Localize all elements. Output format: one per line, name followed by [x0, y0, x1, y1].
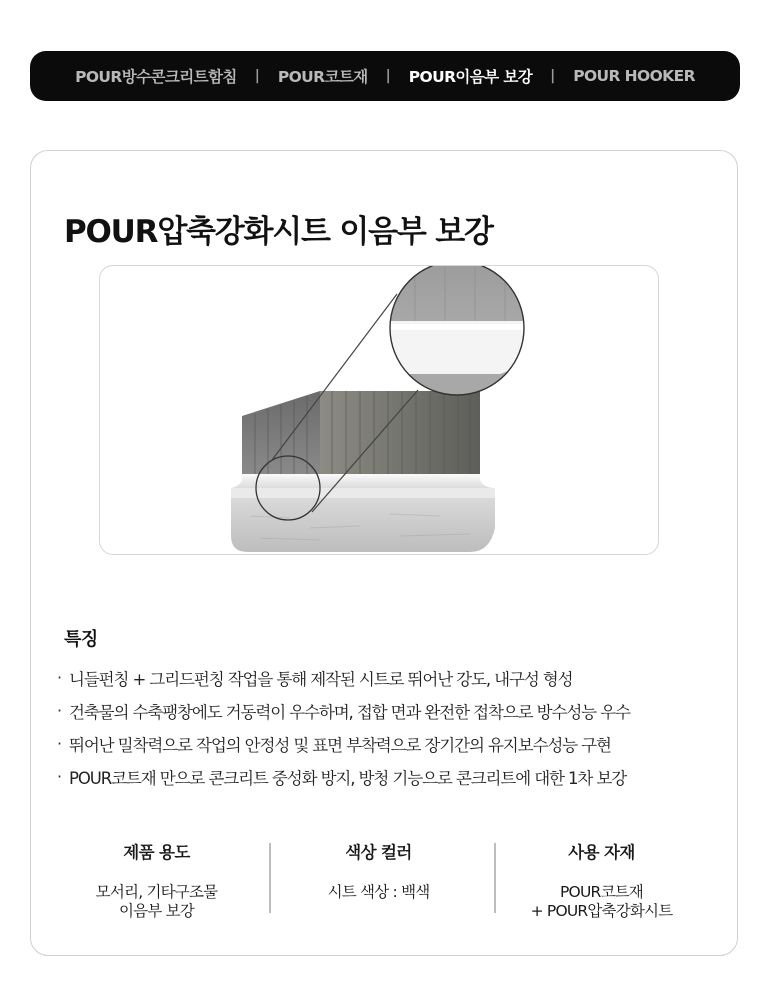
- spec-color: [271, 831, 486, 902]
- product-title: POUR압축강화시트 이음부 보강: [64, 213, 493, 250]
- spec-label: 사용 자재: [568, 843, 635, 862]
- spec-value-line: + POUR압축강화시트: [530, 902, 673, 920]
- spec-value-line: 모서리, 기타구조물: [95, 883, 218, 901]
- feature-text: 니들펀칭 + 그리드펀칭 작업을 통해 제작된 시트로 뛰어난 강도, 내구성 형성: [69, 669, 573, 689]
- spec-value: [271, 883, 486, 902]
- nav-item-pour-coating[interactable]: POUR코트재: [277, 68, 368, 86]
- spec-label: 제품 용도: [123, 843, 190, 862]
- nav-item-pour-hooker[interactable]: POUR HOOKER: [573, 67, 695, 85]
- bullet: ·: [57, 734, 61, 753]
- bullet: ·: [57, 701, 61, 720]
- features-list: [57, 661, 737, 793]
- list-item: [57, 727, 737, 760]
- features-heading: 특징: [64, 629, 98, 650]
- nav-separator: |: [385, 68, 391, 84]
- feature-text: 뛰어난 밀착력으로 작업의 안정성 및 표면 부착력으로 장기간의 유지보수성능 구현: [69, 735, 611, 755]
- spec-value: [49, 883, 264, 921]
- reinforcement-sheet: [231, 474, 495, 488]
- feature-text: 건축물의 수축팽창에도 거동력이 우수하며, 접합 면과 완전한 접착으로 방수성능 우수: [69, 702, 630, 722]
- spec-row: [31, 831, 739, 941]
- concrete-joint-illustration: [100, 266, 659, 555]
- spec-value-line: POUR코트재: [560, 883, 643, 901]
- spec-usage: [49, 831, 264, 921]
- nav-separator: |: [550, 68, 556, 84]
- list-item: [57, 694, 737, 727]
- nav-item-pour-waterproof-concrete[interactable]: POUR방수콘크리트함침: [75, 68, 237, 86]
- feature-text: POUR코트재 만으로 콘크리트 중성화 방지, 방청 기능으로 콘크리트에 대한 1차 보강: [69, 768, 627, 788]
- spec-value-line: 이음부 보강: [119, 902, 194, 920]
- nav-separator: |: [254, 68, 260, 84]
- product-card: [30, 150, 738, 956]
- top-nav-bar: [30, 51, 740, 101]
- bullet: ·: [57, 767, 61, 786]
- spec-value-line: 시트 색상 : 백색: [327, 883, 430, 901]
- list-item: [57, 661, 737, 694]
- nav-item-pour-joint-reinforcement[interactable]: POUR이음부 보강: [408, 68, 533, 86]
- list-item: [57, 760, 737, 793]
- spec-value: [494, 883, 709, 921]
- product-illustration: [99, 265, 659, 555]
- spec-materials: [494, 831, 709, 921]
- spec-label: 색상 컬러: [345, 843, 412, 862]
- bullet: ·: [57, 668, 61, 687]
